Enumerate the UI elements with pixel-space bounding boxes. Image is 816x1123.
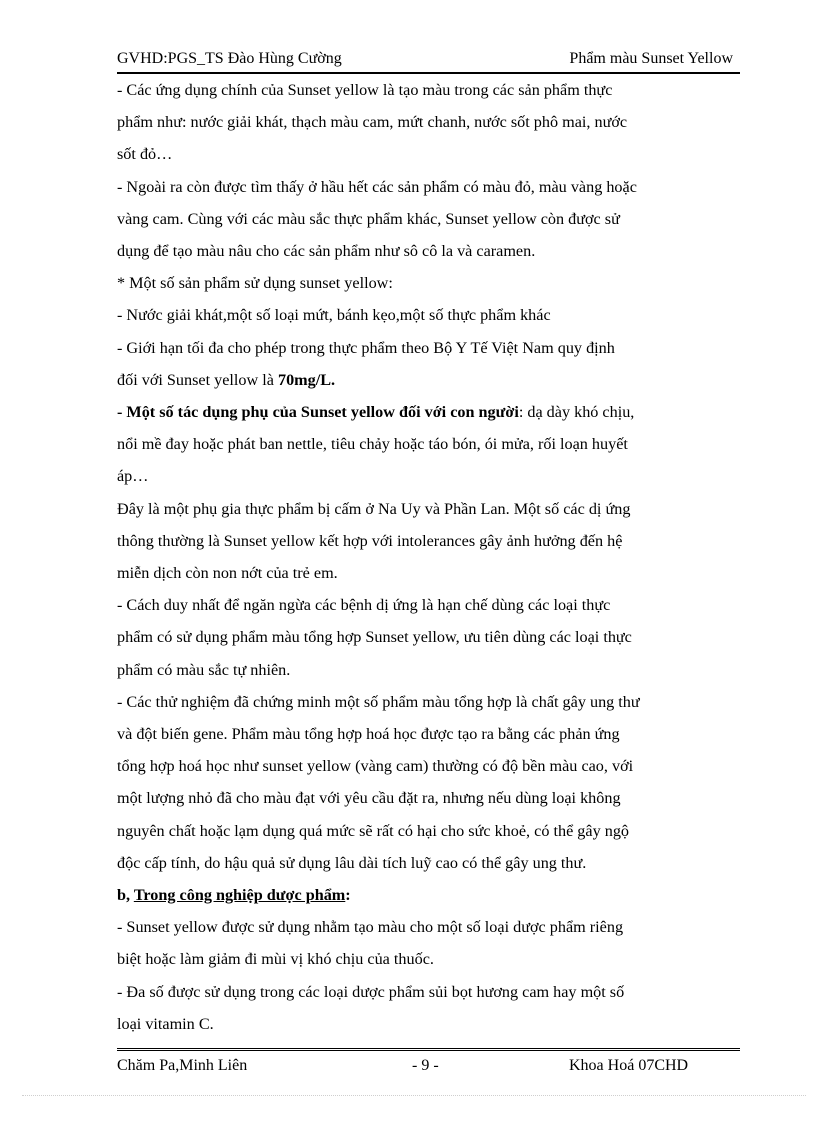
side-effects-heading: - Một số tác dụng phụ của Sunset yellow đối với con người <box>117 403 519 422</box>
header-left: GVHD:PGS_TS Đào Hùng Cường <box>117 50 342 67</box>
text-line: loại vitamin C. <box>117 1014 214 1033</box>
text-line: sốt đỏ… <box>117 145 173 164</box>
text-line: - Sunset yellow được sử dụng nhằm tạo màu cho một số loại dược phẩm riêng <box>117 918 624 937</box>
page-header <box>117 50 740 74</box>
text-line: thông thường là Sunset yellow kết hợp với intolerances gây ảnh hưởng đến hệ <box>117 531 623 550</box>
text-line: * Một số sản phẩm sử dụng sunset yellow: <box>117 274 393 293</box>
text-span: : dạ dày khó chịu, <box>518 403 635 422</box>
text-line: - Ngoài ra còn được tìm thấy ở hầu hết các sản phẩm có màu đỏ, màu vàng hoặc <box>117 177 637 196</box>
text-line: phẩm có màu sắc tự nhiên. <box>117 660 291 679</box>
text-line: độc cấp tính, do hậu quả sử dụng lâu dài tích luỹ cao có thể gây ung thư. <box>117 853 587 872</box>
section-heading <box>117 879 735 911</box>
text-line: áp… <box>117 467 149 486</box>
text-line: dụng để tạo màu nâu cho các sản phẩm như sô cô la và caramen. <box>117 242 536 261</box>
text-span: đối với Sunset yellow là <box>117 370 278 389</box>
footer-right: Khoa Hoá 07CHD <box>569 1057 689 1074</box>
page-footer <box>117 1048 740 1081</box>
page-break-line <box>22 1095 806 1096</box>
header-right: Phẩm màu Sunset Yellow <box>569 50 733 67</box>
text-line: biệt hoặc làm giảm đi mùi vị khó chịu của thuốc. <box>117 950 434 969</box>
text-line: - Đa số được sử dụng trong các loại dược phẩm sủi bọt hương cam hay một số <box>117 982 625 1001</box>
text-line: miễn dịch còn non nớt của trẻ em. <box>117 564 338 583</box>
text-line: phẩm như: nước giải khát, thạch màu cam, mứt chanh, nước sốt phô mai, nước <box>117 113 628 132</box>
section-colon: : <box>345 886 351 905</box>
text-line: vàng cam. Cùng với các màu sắc thực phẩm khác, Sunset yellow còn được sử <box>117 209 620 228</box>
text-line: Đây là một phụ gia thực phẩm bị cấm ở Na Uy và Phần Lan. Một số các dị ứng <box>117 499 631 518</box>
text-line: - Các ứng dụng chính của Sunset yellow là tạo màu trong các sản phẩm thực <box>117 81 613 99</box>
text-line <box>117 396 735 428</box>
section-title: Trong công nghiệp dược phẩm <box>133 886 346 905</box>
text-line: - Nước giải khát,một số loại mứt, bánh kẹo,một số thực phẩm khác <box>117 306 551 325</box>
limit-value: 70mg/L. <box>277 370 336 389</box>
section-prefix: b, <box>117 886 134 905</box>
text-line: tổng hợp hoá học như sunset yellow (vàng cam) thường có độ bền màu cao, với <box>117 757 634 776</box>
text-line: - Giới hạn tối đa cho phép trong thực phẩm theo Bộ Y Tế Việt Nam quy định <box>117 338 615 357</box>
text-line: và đột biến gene. Phẩm màu tổng hợp hoá học được tạo ra bằng các phản ứng <box>117 725 620 744</box>
body-text <box>117 74 735 1040</box>
page-number: - 9 - <box>412 1057 439 1074</box>
text-line: - Các thử nghiệm đã chứng minh một số phẩm màu tổng hợp là chất gây ung thư <box>117 692 640 711</box>
text-line: nổi mề đay hoặc phát ban nettle, tiêu chảy hoặc táo bón, ói mửa, rối loạn huyết <box>117 435 628 454</box>
text-line: phẩm có sử dụng phẩm màu tổng hợp Sunset yellow, ưu tiên dùng các loại thực <box>117 628 632 647</box>
footer-left: Chăm Pa,Minh Liên <box>117 1057 248 1074</box>
text-line: nguyên chất hoặc lạm dụng quá mức sẽ rất có hại cho sức khoẻ, có thể gây ngộ <box>117 821 630 840</box>
text-line <box>117 364 735 396</box>
text-line: - Cách duy nhất để ngăn ngừa các bệnh dị ứng là hạn chế dùng các loại thực <box>117 596 611 615</box>
text-line: một lượng nhỏ đã cho màu đạt với yêu cầu đặt ra, nhưng nếu dùng loại không <box>117 789 621 808</box>
